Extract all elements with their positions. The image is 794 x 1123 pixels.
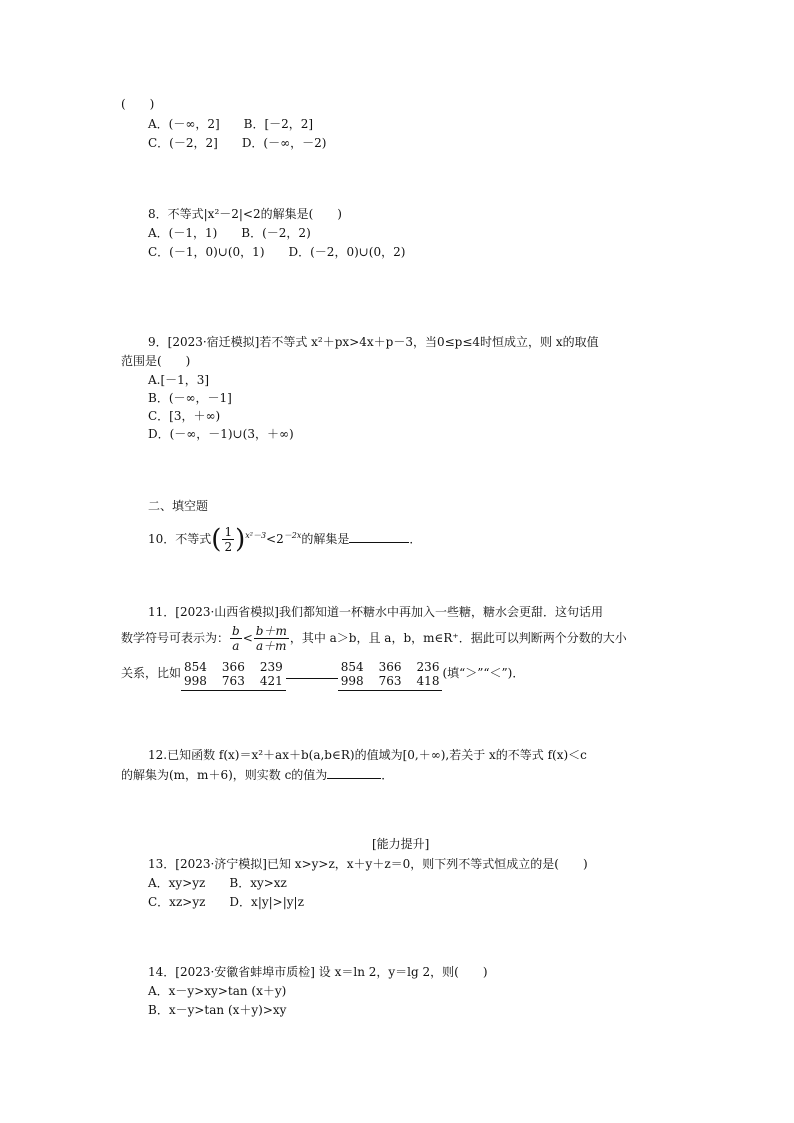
q11-right-frac-3-num: 236 — [416, 659, 440, 674]
q11-left-frac-3-den: 421 — [259, 673, 283, 688]
q11-right-frac-1-den: 998 — [340, 673, 364, 688]
q10-frac-den: 2 — [224, 540, 233, 554]
q8-options-ab: A．(－1，1) B．(－2，2) — [148, 226, 311, 240]
q11-f2-den: a＋m — [256, 639, 287, 653]
q13-stem: 13．[2023·济宁模拟]已知 x>y>z，x＋y＋z＝0，则下列不等式恒成立的是( ) — [148, 857, 588, 871]
section-heading-fill-in: 二、填空题 — [148, 499, 209, 513]
q11-right-frac-3-den: 418 — [416, 673, 440, 688]
q10-mid: <2 — [266, 532, 284, 546]
q11-left-frac-2-den: 763 — [221, 673, 245, 688]
q10-prefix: 10．不等式 — [148, 532, 212, 546]
section-heading-ability: [能力提升] — [372, 837, 430, 851]
q10-half-fraction — [222, 525, 234, 554]
q9-stem-line1: 9．[2023·宿迁模拟]若不等式 x²＋px>4x＋p－3，当0≤p≤4时恒成立，则 x的取值 — [148, 335, 599, 349]
q11-left-frac-3-num: 239 — [259, 659, 283, 674]
q13-options-ab: A．xy>yz B．xy>xz — [148, 876, 287, 890]
q12-line2-prefix: 的解集为(m，m＋6)，则实数 c的值为 — [121, 768, 328, 782]
q11-left-frac-2 — [220, 660, 247, 688]
q8-stem: 8．不等式|x²－2|<2的解集是( ) — [148, 207, 342, 221]
q11-line2 — [121, 622, 627, 654]
q10-left-paren: ( — [211, 524, 222, 555]
q7-answer-paren: ( ) — [121, 97, 155, 111]
q11-right-fraction-group — [338, 656, 443, 691]
q11-less-than: < — [242, 631, 253, 645]
q11-f1-den: a — [232, 639, 240, 653]
q11-fraction-bm-over-am — [254, 624, 289, 653]
q11-right-frac-3 — [415, 660, 442, 688]
q9-option-c: C．[3，＋∞) — [148, 409, 221, 423]
q14-option-b: B．x－y>tan (x＋y)>xy — [148, 1003, 287, 1017]
q11-right-frac-1-num: 854 — [340, 659, 364, 674]
q10-answer-blank — [349, 532, 409, 543]
q14-stem: 14．[2023·安徽省蚌埠市质检] 设 x＝ln 2，y＝lg 2，则( ) — [148, 965, 488, 979]
q9-stem-line2: 范围是( ) — [121, 354, 191, 368]
q11-line2-suffix: ，其中 a＞b，且 a，b，m∈R⁺．据此可以判断两个分数的大小 — [289, 631, 627, 645]
q11-f2-num: b＋m — [255, 624, 287, 638]
q10-exponent: x²－3 — [245, 531, 267, 540]
q12-end: ． — [381, 768, 394, 782]
q11-line2-prefix: 数学符号可表示为： — [121, 631, 230, 645]
q10-frac-num: 1 — [224, 525, 233, 539]
q10-stem — [148, 521, 421, 554]
q11-line3-suffix: (填“＞”“＜”)． — [442, 666, 525, 680]
q11-right-frac-2-num: 366 — [378, 659, 402, 674]
q7-options-ab: A．(－∞，2] B．[－2，2] — [148, 117, 314, 131]
q11-left-frac-2-num: 366 — [221, 659, 245, 674]
q11-left-frac-1-num: 854 — [184, 659, 207, 674]
q11-left-frac-3 — [258, 660, 285, 688]
q10-right-paren: ) — [235, 524, 246, 555]
q9-option-d: D．(－∞，－1)∪(3，＋∞) — [148, 427, 294, 441]
q10-end: ． — [409, 532, 422, 546]
q11-right-frac-2-den: 763 — [378, 673, 402, 688]
q12-line1: 12.已知函数 f(x)＝x²＋ax＋b(a,b∈R)的值域为[0,＋∞),若关于 x的不等式 f(x)＜c — [148, 748, 587, 762]
q11-left-fraction-group — [181, 656, 286, 691]
q11-line3 — [121, 656, 524, 691]
q11-left-frac-1 — [182, 660, 209, 688]
q8-options-cd: C．(－1，0)∪(0，1) D．(－2，0)∪(0，2) — [148, 245, 406, 259]
q12-answer-blank — [327, 768, 381, 779]
q12-line2 — [121, 767, 393, 783]
q10-suffix: 的解集是 — [301, 532, 350, 546]
q10-exponent2: －2x — [283, 531, 302, 540]
q7-options-cd: C．(－2，2] D．(－∞，－2) — [148, 136, 327, 150]
q9-option-b: B．(－∞，－1] — [148, 391, 232, 405]
q11-line1: 11．[2023·山西省模拟]我们都知道一杯糖水中再加入一些糖，糖水会更甜．这句话用 — [148, 605, 603, 619]
q11-answer-blank — [286, 668, 338, 679]
q11-f1-num: b — [232, 624, 240, 638]
q9-option-a: A.[－1，3] — [148, 373, 210, 387]
q13-options-cd: C．xz>yz D．x|y|>|y|z — [148, 895, 304, 909]
q11-fraction-b-over-a — [230, 624, 242, 653]
q11-right-frac-1 — [339, 660, 366, 688]
q14-option-a: A．x－y>xy>tan (x＋y) — [148, 984, 287, 998]
q11-line3-prefix: 关系，比如 — [121, 666, 182, 680]
q11-left-frac-1-den: 998 — [184, 673, 207, 688]
q11-right-frac-2 — [377, 660, 404, 688]
